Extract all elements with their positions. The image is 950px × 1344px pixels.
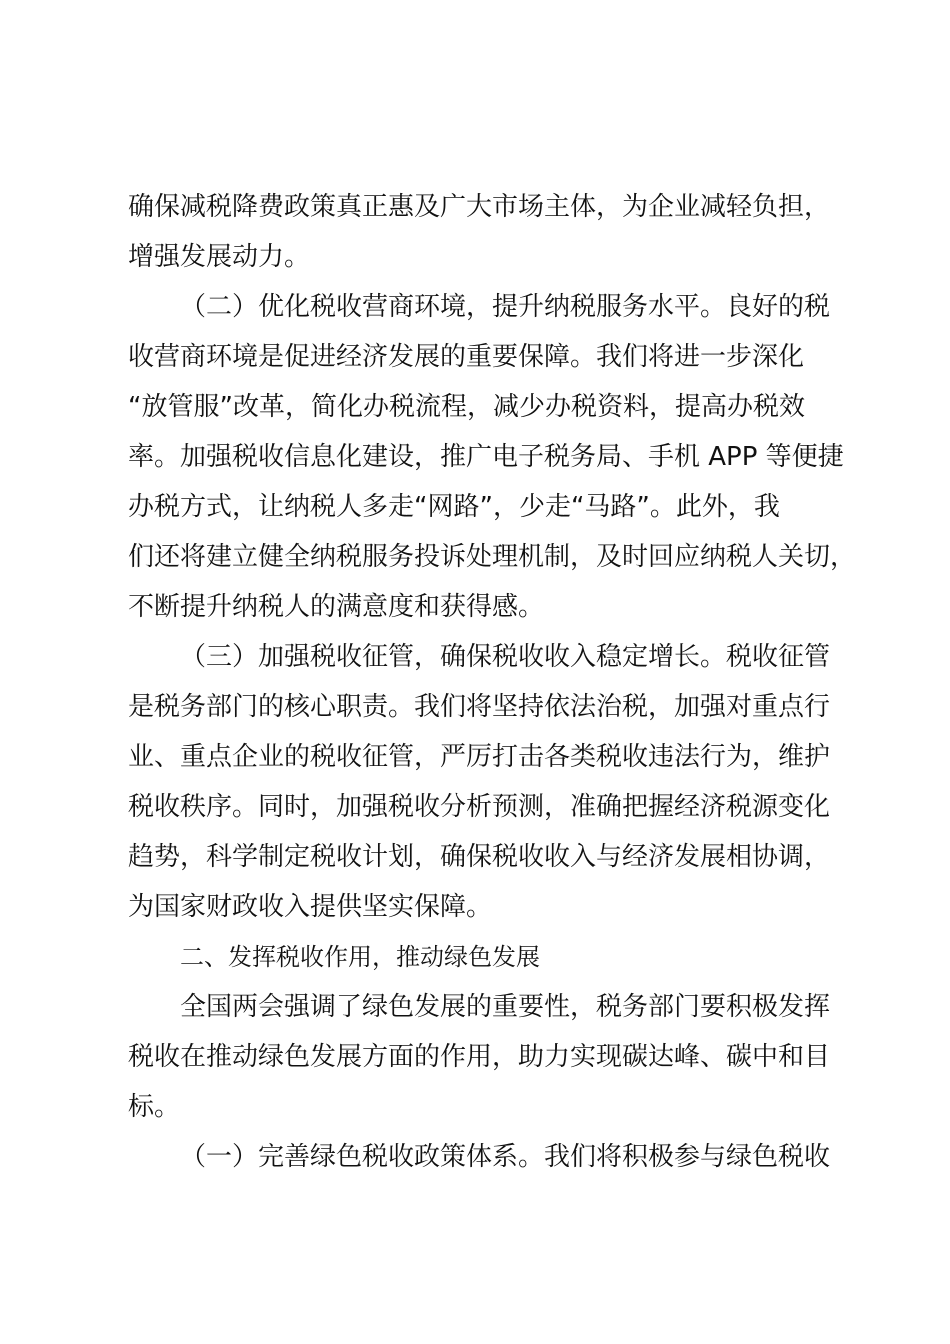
text-line: 收营商环境是促进经济发展的重要保障。我们将进一步深化 (128, 342, 805, 372)
text-line: 们还将建立健全纳税服务投诉处理机制，及时回应纳税人关切， (128, 542, 857, 572)
text-line: 趋势，科学制定税收计划，确保税收收入与经济发展相协调， (128, 842, 831, 872)
text-line: 税收秩序。同时，加强税收分析预测，准确把握经济税源变化 (128, 792, 831, 822)
text-line: 确保减税降费政策真正惠及广大市场主体，为企业减轻负担， (128, 192, 831, 222)
text-line: 业、重点企业的税收征管，严厉打击各类税收违法行为，维护 (128, 742, 831, 772)
text-line: 是税务部门的核心职责。我们将坚持依法治税，加强对重点行 (128, 692, 831, 722)
section-heading-line: （一）完善绿色税收政策体系。我们将积极参与绿色税收 (180, 1142, 831, 1172)
chapter-heading: 二、发挥税收作用，推动绿色发展 (180, 943, 540, 971)
text-line: “放管服”改革，简化办税流程，减少办税资料，提高办税效 (128, 392, 805, 422)
text-line: 办税方式，让纳税人多走“网路”，少走“马路”。此外，我 (128, 492, 780, 522)
section-heading-line: （二）优化税收营商环境，提升纳税服务水平。良好的税 (180, 292, 831, 322)
text-line: 增强发展动力。 (128, 242, 311, 272)
text-line: 标。 (128, 1092, 181, 1122)
text-line: 税收在推动绿色发展方面的作用，助力实现碳达峰、碳中和目 (128, 1042, 831, 1072)
text-line: 不断提升纳税人的满意度和获得感。 (128, 592, 545, 622)
text-line: 全国两会强调了绿色发展的重要性，税务部门要积极发挥 (180, 992, 831, 1022)
section-heading-line: （三）加强税收征管，确保税收收入稳定增长。税收征管 (180, 642, 831, 672)
text-line: 为国家财政收入提供坚实保障。 (128, 892, 493, 922)
text-line: 率。加强税收信息化建设，推广电子税务局、手机 APP 等便捷 (128, 442, 844, 472)
